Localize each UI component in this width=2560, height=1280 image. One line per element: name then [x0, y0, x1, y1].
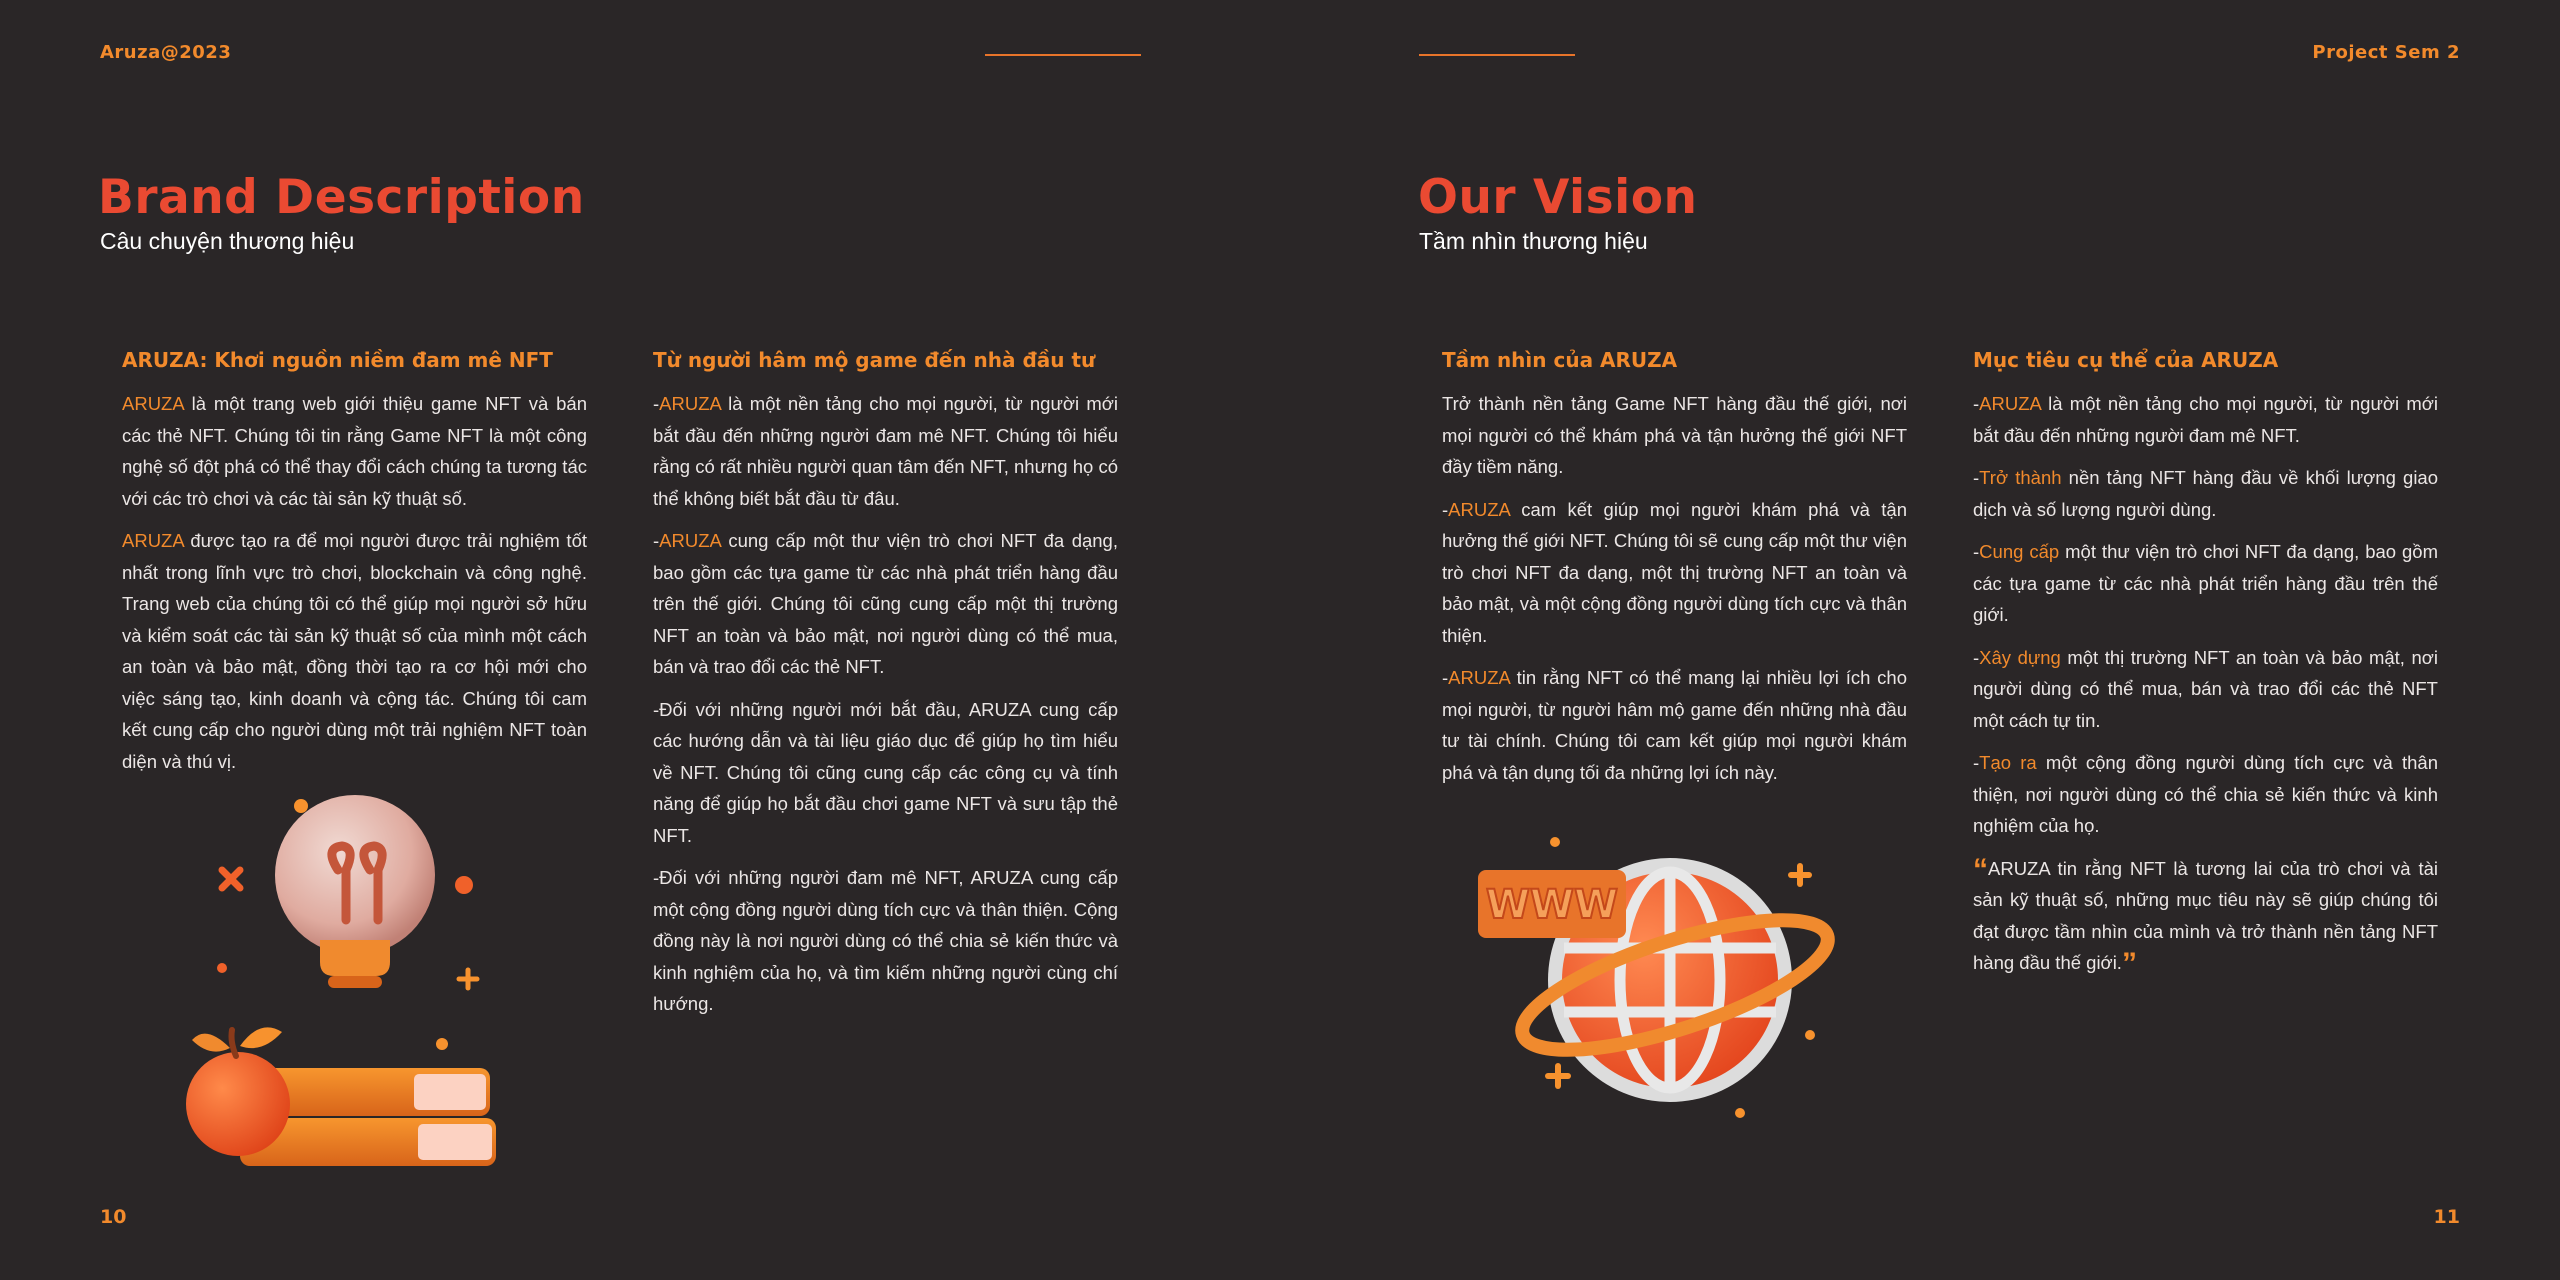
page-number-right: 11: [2433, 1206, 2460, 1228]
lightbulb-books-illustration: [170, 790, 530, 1180]
lightbulb-icon: [170, 790, 530, 1180]
paragraph: -ARUZA cung cấp một thư viện trò chơi NFT đa dạng, bao gồm các tựa game từ các nhà phát triển hàng đầu trên thế giới. Chúng tôi cũng cung cấp một thị trường NFT an toàn và bảo mật, nơi người dùng có thể mua, bán và trao đổi các thẻ NFT.: [653, 530, 1118, 677]
page-subtitle-left: Câu chuyện thương hiệu: [100, 228, 355, 254]
paragraph: -Xây dựng một thị trường NFT an toàn và bảo mật, nơi người dùng có thể mua, bán và trao đổi các thẻ NFT một cách tự tin.: [1973, 646, 2438, 731]
column-gamer-to-investor: [653, 346, 1118, 1031]
paragraph: -Đối với những người mới bắt đầu, ARUZA cung cấp các hướng dẫn và tài liệu giáo dục để giúp họ tìm hiểu về NFT. Chúng tôi cũng cung cấp các công cụ và tính năng để giúp họ bắt đầu chơi game NFT và sưu tập thẻ NFT.: [653, 698, 1118, 846]
paragraph: -Đối với những người đam mê NFT, ARUZA cung cấp một cộng đồng người dùng tích cực và thân thiện. Cộng đồng này là nơi người dùng có thể chia sẻ kiến thức và kinh nghiệm của họ, và tìm kiếm những người cùng chí hướng.: [653, 867, 1118, 1014]
quote: “ARUZA tin rằng NFT là tương lai của trò chơi và tài sản kỹ thuật số, những mục tiêu này sẽ giúp chúng tôi đạt được tầm nhìn của mình và trở thành nền tảng NFT hàng đầu thế giới.”: [1973, 852, 2438, 980]
header-divider-right: [1419, 54, 1575, 56]
paragraph: Trở thành nền tảng Game NFT hàng đầu thế giới, nơi mọi người có thể khám phá và tận hưởng thế giới NFT đầy tiềm năng.: [1442, 393, 1907, 477]
paragraph: -Tạo ra một cộng đồng người dùng tích cực và thân thiện, nơi người dùng có thể chia sẻ kiến thức và kinh nghiệm của họ.: [1973, 752, 2439, 836]
paragraph: ARUZA được tạo ra để mọi người được trải nghiệm tốt nhất trong lĩnh vực trò chơi, blockchain và công nghệ. Trang web của chúng tôi có thể giúp mọi người sở hữu và kiểm soát các tài sản kỹ thuật số của mình một cách an toàn và bảo mật, đồng thời tạo ra cơ hội mới cho việc sáng tạo, kinh doanh và cộng tác. Chúng tôi cam kết cung cấp cho người dùng một trải nghiệm NFT toàn diện và thú vị.: [122, 530, 587, 772]
globe-icon: [1470, 830, 1850, 1130]
paragraph: -ARUZA là một nền tảng cho mọi người, từ người mới bắt đầu đến những người đam mê NFT.: [1973, 393, 2438, 446]
page-number-left: 10: [100, 1206, 127, 1228]
paragraph: -ARUZA tin rằng NFT có thể mang lại nhiều lợi ích cho mọi người, từ người hâm mộ game đến những nhà đầu tư tài chính. Chúng tôi cam kết giúp mọi người khám phá và tận dụng tối đa những lợi ích này.: [1442, 667, 1907, 783]
quote-open-icon: “: [1973, 852, 1988, 886]
section-heading: ARUZA: Khơi nguồn niềm đam mê NFT: [122, 348, 553, 372]
column-goals: [1973, 346, 2438, 990]
paragraph: ARUZA là một trang web giới thiệu game NFT và bán các thẻ NFT. Chúng tôi tin rằng Game NFT là một công nghệ số đột phá có thể thay đổi cách chúng ta tương tác với các trò chơi và các tài sản kỹ thuật số.: [122, 393, 587, 509]
globe-illustration: [1470, 830, 1850, 1130]
page-title-left: Brand Description: [98, 170, 585, 225]
section-heading: Từ người hâm mộ game đến nhà đầu tư: [653, 348, 1096, 372]
section-heading: Mục tiêu cụ thể của ARUZA: [1973, 348, 2279, 372]
project-header: Project Sem 2: [2312, 42, 2460, 63]
page-title-right: Our Vision: [1418, 170, 1698, 225]
section-heading: Tầm nhìn của ARUZA: [1442, 348, 1678, 372]
www-sign-text: WWW: [1485, 882, 1619, 928]
paragraph: -ARUZA cam kết giúp mọi người khám phá và tận hưởng thế giới NFT. Chúng tôi sẽ cung cấp một thư viện trò chơi NFT đa dạng, một thị trường NFT an toàn và bảo mật, và một cộng đồng người dùng tích cực và thân thiện.: [1442, 498, 1907, 646]
column-vision: [1442, 346, 1907, 799]
column-brand-origin: [122, 346, 587, 788]
paragraph: -Cung cấp một thư viện trò chơi NFT đa dạng, bao gồm các tựa game từ các nhà phát triển hàng đầu trên thế giới.: [1973, 541, 2438, 625]
page-subtitle-right: Tầm nhìn thương hiệu: [1419, 228, 1648, 254]
header-divider-left: [985, 54, 1141, 56]
paragraph: -Trở thành nền tảng NFT hàng đầu về khối lượng giao dịch và số lượng người dùng.: [1973, 467, 2439, 520]
brand-header: Aruza@2023: [100, 42, 232, 63]
quote-close-icon: ”: [2121, 947, 2137, 980]
paragraph: -ARUZA là một nền tảng cho mọi người, từ người mới bắt đầu đến những người đam mê NFT. Chúng tôi hiểu rằng có rất nhiều người quan tâm đến NFT, nhưng họ có thể không biết bắt đầu từ đâu.: [653, 393, 1118, 509]
